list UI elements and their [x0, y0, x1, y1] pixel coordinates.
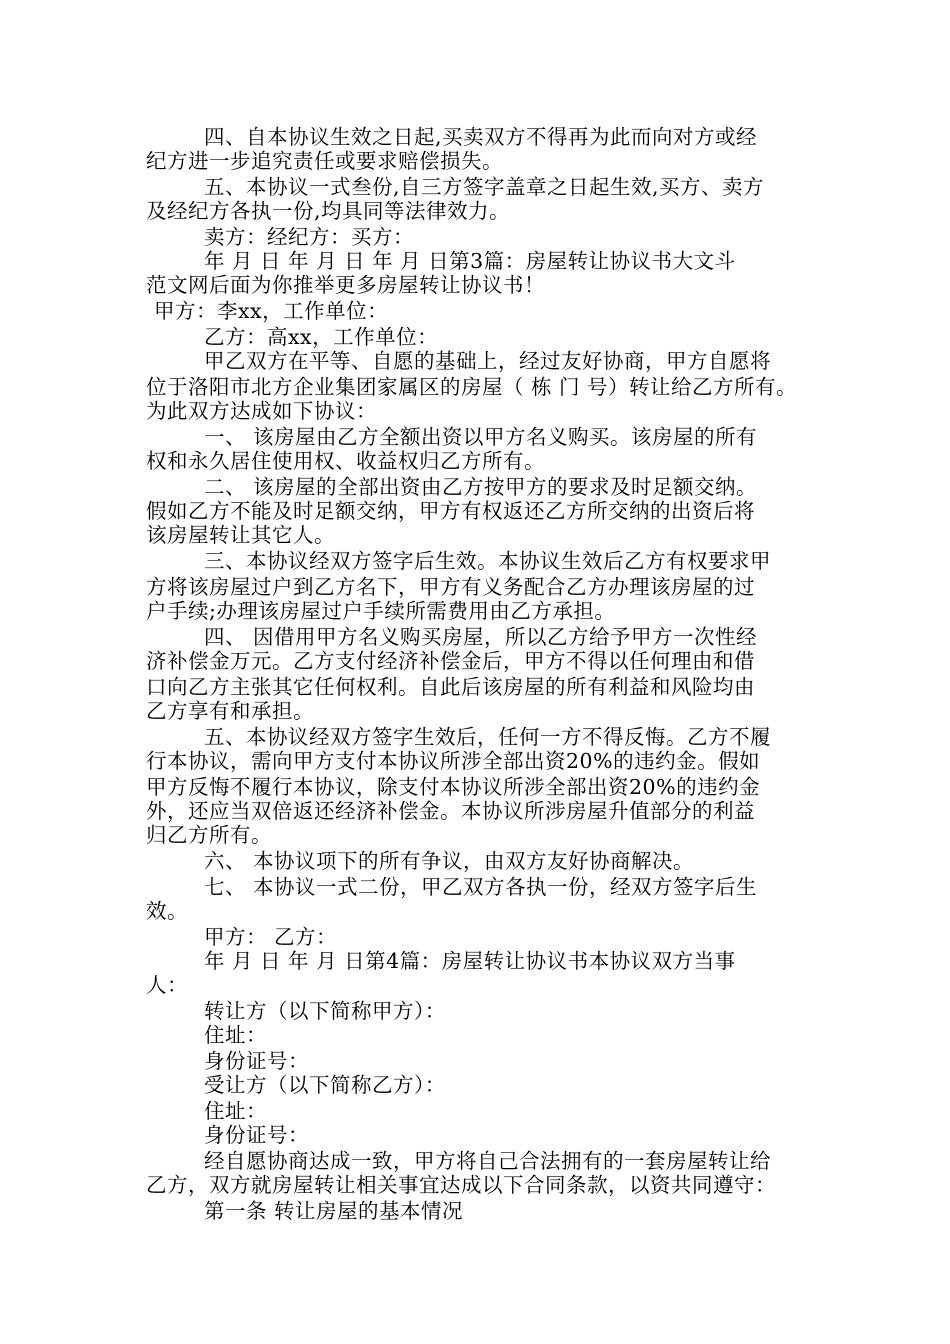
text-line: 外，还应当双倍返还经济补偿金。本协议所涉房屋升值部分的利益 — [146, 799, 755, 823]
text-line: 七、 本协议一式二份，甲乙双方各执一份，经双方签字后生 — [204, 875, 758, 899]
text-line: 受让方（以下简称乙方）： — [204, 1073, 446, 1097]
text-line: 经自愿协商达成一致，甲方将自己合法拥有的一套房屋转让给 — [204, 1149, 771, 1173]
text-line: 五、本协议一式叁份,自三方签字盖章之日起生效,买方、卖方 — [204, 175, 765, 199]
text-line: 行本协议，需向甲方支付本协议所涉全部出资20%的违约金。假如 — [146, 749, 761, 773]
text-line: 方将该房屋过户到乙方名下，甲方有义务配合乙方办理该房屋的过 — [146, 575, 755, 599]
text-line: 该房屋转让其它人。 — [146, 523, 335, 547]
text-line: 户手续;办理该房屋过户手续所需费用由乙方承担。 — [146, 599, 616, 623]
text-line: 四、自本协议生效之日起,买卖双方不得再为此而向对方或经 — [204, 125, 758, 149]
text-line: 甲方： 乙方： — [204, 925, 338, 949]
text-line: 一、 该房屋由乙方全额出资以甲方名义购买。该房屋的所有 — [204, 425, 758, 449]
text-line: 二、 该房屋的全部出资由乙方按甲方的要求及时足额交纳。 — [204, 475, 758, 499]
text-line: 转让方（以下简称甲方）： — [204, 999, 446, 1023]
text-line: 身份证号： — [204, 1049, 309, 1073]
text-line: 甲方反悔不履行本协议，除支付本协议所涉全部出资20%的违约金 — [146, 775, 761, 799]
text-line: 三、本协议经双方签字后生效。本协议生效后乙方有权要求甲 — [204, 549, 771, 573]
text-line: 六、 本协议项下的所有争议，由双方友好协商解决。 — [204, 849, 695, 873]
text-line: 乙方，双方就房屋转让相关事宜达成以下合同条款，以资共同遵守： — [146, 1173, 776, 1197]
text-line: 年 月 日 年 月 日 年 月 日第3篇：房屋转让协议书大文斗 — [204, 249, 736, 273]
text-line: 假如乙方不能及时足额交纳，甲方有权返还乙方所交纳的出资后将 — [146, 499, 755, 523]
text-line: 范文网后面为你推举更多房屋转让协议书！ — [146, 273, 545, 297]
text-line: 年 月 日 年 月 日第4篇：房屋转让协议书本协议双方当事 — [204, 949, 736, 973]
text-line: 四、 因借用甲方名义购买房屋，所以乙方给予甲方一次性经 — [204, 625, 758, 649]
text-line: 纪方进一步追究责任或要求赔偿损失。 — [146, 149, 503, 173]
text-line: 乙方：高xx，工作单位： — [204, 325, 439, 349]
text-line: 位于洛阳市北方企业集团家属区的房屋（ 栋 门 号）转让给乙方所有。 — [146, 375, 798, 399]
text-line: 身份证号： — [204, 1123, 309, 1147]
text-line: 住址： — [204, 1023, 267, 1047]
text-line: 济补偿金万元。乙方支付经济补偿金后，甲方不得以任何理由和借 — [146, 649, 755, 673]
text-line: 第一条 转让房屋的基本情况 — [204, 1199, 464, 1223]
text-line: 甲乙双方在平等、自愿的基础上，经过友好协商，甲方自愿将 — [204, 349, 771, 373]
text-line: 权和永久居住使用权、收益权归乙方所有。 — [146, 449, 545, 473]
text-line: 住址： — [204, 1099, 267, 1123]
text-line: 人： — [146, 973, 188, 997]
text-line: 乙方享有和承担。 — [146, 699, 314, 723]
text-line: 五、本协议经双方签字生效后，任何一方不得反悔。乙方不履 — [204, 725, 771, 749]
text-line: 及经纪方各执一份,均具同等法律效力。 — [146, 199, 511, 223]
text-line: 卖方：经纪方：买方： — [204, 225, 414, 249]
text-line: 甲方：李xx，工作单位： — [154, 299, 389, 323]
text-line: 为此双方达成如下协议： — [146, 399, 377, 423]
text-line: 效。 — [146, 899, 188, 923]
text-line: 归乙方所有。 — [146, 823, 272, 847]
text-line: 口向乙方主张其它任何权利。自此后该房屋的所有利益和风险均由 — [146, 675, 755, 699]
